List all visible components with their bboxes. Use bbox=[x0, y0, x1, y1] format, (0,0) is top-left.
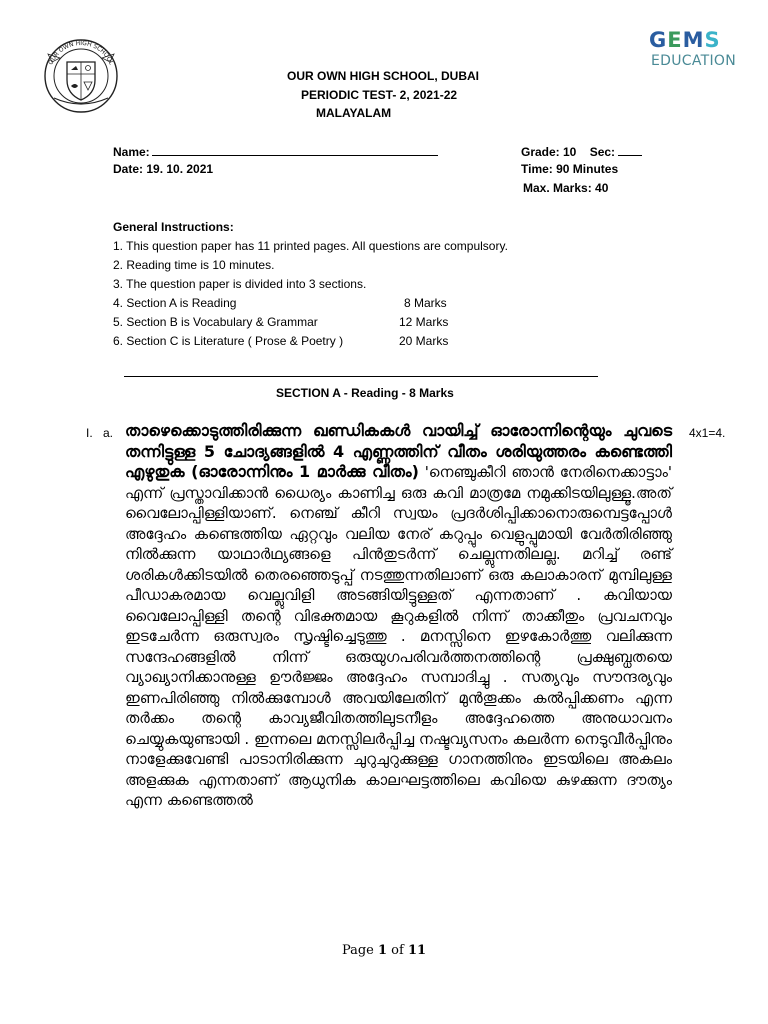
instruction-text: 5. Section B is Vocabulary & Grammar bbox=[113, 315, 318, 329]
instruction-text: 1. This question paper has 11 printed pages. All questions are compulsory. bbox=[113, 239, 508, 253]
instruction-item bbox=[113, 332, 508, 351]
divider-line bbox=[124, 376, 598, 377]
section-blank bbox=[618, 143, 642, 156]
instruction-item bbox=[113, 294, 508, 313]
instruction-marks: 8 Marks bbox=[404, 296, 447, 310]
school-name: OUR OWN HIGH SCHOOL, DUBAI bbox=[287, 69, 479, 83]
page-total: 11 bbox=[407, 943, 427, 958]
general-instructions bbox=[113, 218, 508, 351]
svg-text:OUR OWN HIGH SCHOOL: OUR OWN HIGH SCHOOL bbox=[47, 39, 115, 66]
instruction-text: 4. Section A is Reading bbox=[113, 296, 237, 310]
exam-date: Date: 19. 10. 2021 bbox=[113, 162, 214, 176]
exam-time: Time: 90 Minutes bbox=[521, 162, 619, 176]
question-instruction: താഴെക്കൊടുത്തിരിക്കുന്ന ഖണ്ഡികകൾ വായിച്ച് ഓരോന്നിന്റെയും ചുവടെ തന്നിട്ടുള്ള 5 ചോദ്യങ്ങളിൽ 4 എണ്ണത്തിന് വീതം ശരിയുത്തരം കണ്ടെത്തി എഴുതുക (ഓരോന്നിനും 1 മാർക്കു വീതം) bbox=[125, 421, 672, 481]
name-blank bbox=[152, 143, 438, 156]
subject-title: MALAYALAM bbox=[316, 106, 392, 120]
instruction-text: 2. Reading time is 10 minutes. bbox=[113, 258, 275, 272]
instruction-item bbox=[113, 256, 508, 275]
test-title: PERIODIC TEST- 2, 2021-22 bbox=[301, 88, 458, 102]
gems-education-logo bbox=[649, 28, 749, 76]
page-footer bbox=[0, 943, 768, 958]
gems-wordmark: GEMS bbox=[649, 28, 721, 52]
instruction-marks: 20 Marks bbox=[399, 334, 449, 348]
page-prefix: Page bbox=[341, 943, 378, 958]
question-number: I. bbox=[86, 426, 93, 440]
grade-section bbox=[521, 143, 642, 161]
question-marks: 4x1=4. bbox=[689, 426, 726, 440]
section-label: Sec: bbox=[589, 145, 616, 159]
reading-passage: 'നെഞ്ചുകീറി ഞാൻ നേരിനെക്കാട്ടാം' എന്ന് പ്രസ്താവിക്കാൻ ധൈര്യം കാണിച്ച ഒരു കവി മാത്രമേ നമുക്കിടയിലുള്ളൂ.അത് വൈലോപ്പിള്ളിയാണ്. നെഞ്ച് കീറി സ്വയം പ്രദർശിപ്പിക്കാനൊരുമ്പെട്ടപ്പോൾ അദ്ദേഹം കണ്ടെത്തിയ ഏറ്റവും വലിയ നേര് കറുപ്പും വെളുപ്പുമായി വേർതിരിഞ്ഞു നിൽക്കുന്ന യാഥാർഥ്യങ്ങളെ പിൻതുടർന്ന് ചെല്ലുന്നതിലല്ല. മറിച്ച് രണ്ട് ശരികൾക്കിടയിൽ തെരഞ്ഞെടുപ്പ് നടത്തുന്നതിലാണ് ഒരു കലാകാരന് മുമ്പിലുള്ള പീഡാകരമായ വെല്ലുവിളി അടങ്ങിയിട്ടുള്ളത് എന്നതാണ് . കവിയായ വൈലോപ്പിള്ളി തന്റെ വിഭക്തമായ കൂറുകളിൽ നിന്ന് താക്കീതും പ്രവചനവും ഇടചേർന്ന ഒരുസ്വരം സൃഷ്ടിച്ചെടുത്തു . മനസ്സിനെ ഇഴകോർത്തു വലിക്കുന്ന സന്ദേഹങ്ങളിൽ നിന്ന് ഒരുയുഗപരിവർത്തനത്തിന്റെ പ്രക്ഷുബ്ധതയെ വ്യാഖ്യാനിക്കാനുള്ള ഊർജ്ജം അദ്ദേഹം സമ്പാദിച്ചു . സത്യവും സൗന്ദര്യവും ഇണപിരിഞ്ഞു നിൽക്കുമ്പോൾ അവയിലേതിന് മുൻതൂക്കം കൽപ്പിക്കണം എന്ന തർക്കം തന്റെ കാവ്യജീവിതത്തിലുടനീളം അദ്ദേഹത്തെ അനുധാവനം ചെയ്യുകയുണ്ടായി . ഇന്നലെ മനസ്സിലർപ്പിച്ച നഷ്ടവ്യസനം കലർന്ന നെടുവീർപ്പിനും നാളേക്കുവേണ്ടി പാടാനിരിക്കുന്ന ചുറുചുറുക്കുള്ള ഗാനത്തിനും ഇടയിലെ അകലം അളക്കുക എന്നതാണ് ആധുനിക കാലഘട്ടത്തിലെ കവിയെ കുഴക്കുന്ന ദൗത്യം എന്ന കണ്ടെത്തൽ bbox=[125, 463, 672, 809]
reading-question bbox=[125, 421, 672, 811]
max-marks: Max. Marks: 40 bbox=[523, 181, 609, 195]
school-seal-icon bbox=[40, 36, 122, 114]
grade-label: Grade: 10 bbox=[521, 145, 577, 159]
instructions-title: General Instructions: bbox=[113, 220, 234, 234]
page-of: of bbox=[387, 943, 408, 958]
instruction-item bbox=[113, 237, 508, 256]
instruction-text: 3. The question paper is divided into 3 sections. bbox=[113, 277, 367, 291]
education-wordmark: EDUCATION bbox=[651, 53, 737, 69]
instruction-text: 6. Section C is Literature ( Prose & Poetry ) bbox=[113, 334, 344, 348]
section-a-title: SECTION A - Reading - 8 Marks bbox=[276, 386, 454, 400]
page-current: 1 bbox=[378, 943, 388, 958]
name-field bbox=[113, 143, 438, 161]
name-label: Name: bbox=[113, 145, 150, 159]
instruction-marks: 12 Marks bbox=[399, 315, 449, 329]
instruction-item bbox=[113, 275, 508, 294]
instruction-item bbox=[113, 313, 508, 332]
question-sub-number: a. bbox=[103, 426, 114, 440]
